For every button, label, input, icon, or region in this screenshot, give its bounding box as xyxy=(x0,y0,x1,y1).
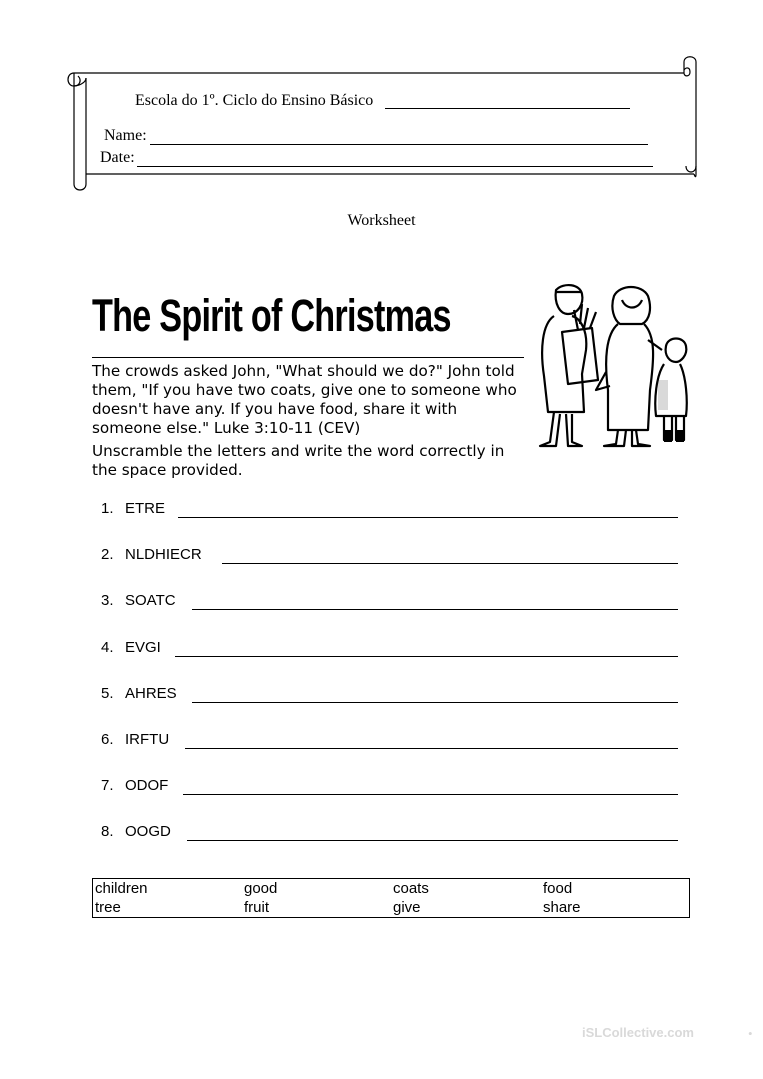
question-number: 4. xyxy=(101,638,114,656)
word-bank-item: fruit xyxy=(244,899,270,916)
site-logo: iSLCollective.com xyxy=(582,1025,694,1040)
instructions-text: Unscramble the letters and write the word correctly in the space provided. xyxy=(92,442,505,479)
scrambled-word: SOATC xyxy=(125,592,176,610)
question-number: 7. xyxy=(101,777,114,795)
word-bank-box xyxy=(92,878,690,918)
name-blank-line[interactable] xyxy=(150,144,648,145)
word-bank-item: give xyxy=(393,899,421,916)
bible-verse-text: The crowds asked John, "What should we do?" John told them, "If you have two coats, give one to someone who doesn't have any. If you have food, share it with someone else." Luke 3:10-11 (CEV) xyxy=(92,362,517,437)
school-name-text: Escola do 1º. Ciclo do Ensino Básico xyxy=(135,92,374,109)
answer-line[interactable] xyxy=(192,609,678,610)
answer-line[interactable] xyxy=(185,748,678,749)
scroll-banner-frame xyxy=(64,56,700,192)
question-number: 5. xyxy=(101,684,114,702)
name-label: Name: xyxy=(104,127,147,144)
date-label: Date: xyxy=(100,149,135,166)
answer-line[interactable] xyxy=(222,563,678,564)
scrambled-word: AHRES xyxy=(125,684,177,702)
answer-line[interactable] xyxy=(192,702,678,703)
worksheet-title: Worksheet xyxy=(347,212,416,229)
answer-line[interactable] xyxy=(187,840,678,841)
family-giving-illustration xyxy=(532,280,702,450)
word-bank-item: good xyxy=(244,880,278,897)
question-number: 6. xyxy=(101,731,114,748)
scrambled-word: ODOF xyxy=(125,777,169,795)
date-blank-line[interactable] xyxy=(137,166,653,167)
scrambled-word: EVGI xyxy=(125,638,161,656)
word-bank-item: children xyxy=(95,880,148,897)
word-bank-item: share xyxy=(543,899,581,916)
question-number: 8. xyxy=(101,823,114,841)
answer-line[interactable] xyxy=(178,517,678,518)
page-title: The Spirit of Christmas xyxy=(92,290,451,341)
word-bank-item: coats xyxy=(393,880,429,897)
answer-line[interactable] xyxy=(183,794,678,795)
school-blank-line[interactable] xyxy=(385,108,630,109)
question-number: 1. xyxy=(101,500,114,517)
answer-line[interactable] xyxy=(175,656,678,657)
footer-mark: • xyxy=(748,1026,753,1041)
scrambled-word: OOGD xyxy=(125,823,171,841)
title-divider xyxy=(92,357,524,358)
question-number: 3. xyxy=(101,592,114,610)
scrambled-word: IRFTU xyxy=(125,731,170,748)
word-bank-item: food xyxy=(543,880,573,897)
word-bank-item: tree xyxy=(95,899,121,916)
scrambled-word: ETRE xyxy=(125,500,166,517)
scrambled-word: NLDHIECR xyxy=(125,546,202,564)
question-number: 2. xyxy=(101,546,114,564)
